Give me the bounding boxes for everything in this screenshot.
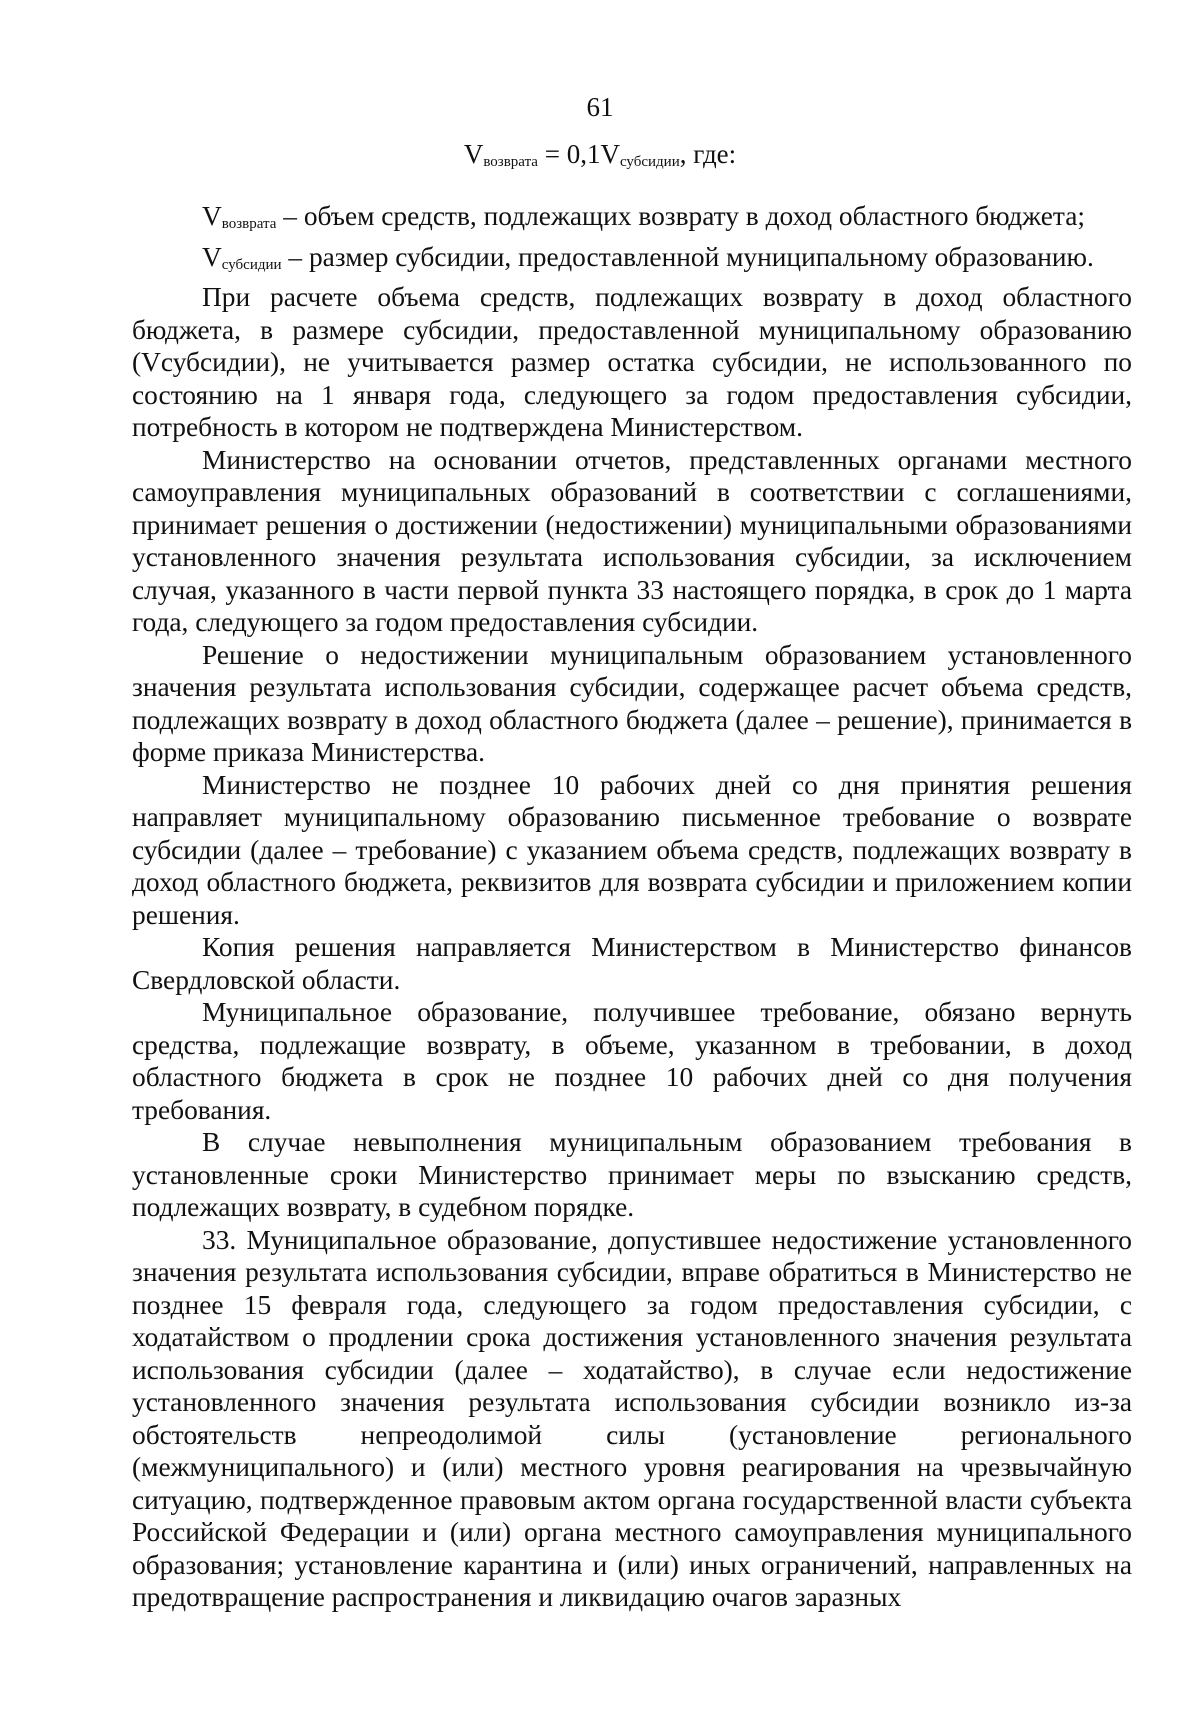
paragraph: Муниципальное образование, получившее требование, обязано вернуть средства, подлежащие возврату, в объеме, указанном в требовании, в доход областного бюджета в срок не позднее 10 рабочих дней со дня получения требования.	[132, 997, 1132, 1125]
formula-v1-subscript: возврата	[483, 154, 538, 170]
document-body	[132, 200, 1132, 1614]
paragraph: Министерство не позднее 10 рабочих дней со дня принятия решения направляет муниципальному образованию письменное требование о возврате субсидии (далее – требование) с указанием объема средств, подлежащих возврату в доход областного бюджета, реквизитов для возврата субсидии и приложением копии решения.	[132, 769, 1132, 930]
definition-symbol: V	[202, 201, 222, 231]
definition-symbol: V	[202, 241, 222, 272]
formula-v2: V	[600, 139, 620, 169]
formula	[0, 138, 1200, 178]
definition-subscript: субсидии	[221, 256, 282, 273]
definition-v-subsidy	[132, 241, 1132, 282]
definition-text: – объем средств, подлежащих возврату в доход областного бюджета;	[276, 201, 1085, 231]
paragraph: Копия решения направляется Министерством в Министерство финансов Свердловской области.	[132, 932, 1132, 995]
definition-v-return	[132, 200, 1132, 241]
formula-equals: = 0,1	[537, 139, 601, 169]
definition-subscript: возврата	[221, 216, 277, 232]
formula-v1: V	[463, 139, 484, 169]
paragraph-33: 33. Муниципальное образование, допустившее недостижение установленного значения результата использования субсидии, вправе обратиться в Министерство не позднее 15 февраля года, следующего за годом предоставления субсидии, с ходатайством о продлении срока достижения установленного значения результата использования субсидии (далее – ходатайство), в случае если недостижение установленного значения результата использования субсидии возникло из-за обстоятельств непреодолимой силы (установление регионального (межмуниципального) и (или) местного уровня реагирования на чрезвычайную ситуацию, подтвержденное правовым актом органа государственной власти субъекта Российской Федерации и (или) органа местного самоуправления муниципального образования; установление карантина и (или) иных ограничений, направленных на предотвращение распространения и ликвидацию очагов заразных	[132, 1224, 1132, 1612]
formula-v2-subscript: субсидии	[619, 154, 680, 170]
paragraph: При расчете объема средств, подлежащих возврату в доход областного бюджета, в размере субсидии, предоставленной муниципальному образованию (Vсубсидии), не учитывается размер остатка субсидии, не использованного по состоянию на 1 января года, следующего за годом предоставления субсидии, потребность в котором не подтверждена Министерством.	[132, 282, 1132, 442]
definition-text: – размер субсидии, предоставленной муниципальному образованию.	[281, 241, 1094, 272]
page-number: 61	[586, 92, 614, 122]
paragraph: Решение о недостижении муниципальным образованием установленного значения результата использования субсидии, содержащее расчет объема средств, подлежащих возврату в доход областного бюджета (далее – решение), принимается в форме приказа Министерства.	[132, 639, 1132, 767]
paragraph: Министерство на основании отчетов, представленных органами местного самоуправления муниципальных образований в соответствии с соглашениями, принимает решения о достижении (недостижении) муниципальными образованиями установленного значения результата использования субсидии, за исключением случая, указанного в части первой пункта 33 настоящего порядка, в срок до 1 марта года, следующего за годом предоставления субсидии.	[132, 444, 1132, 637]
formula-tail: , где:	[679, 139, 737, 169]
paragraph: В случае невыполнения муниципальным образованием требования в установленные сроки Министерство принимает меры по взысканию средств, подлежащих возврату, в судебном порядке.	[132, 1127, 1132, 1222]
